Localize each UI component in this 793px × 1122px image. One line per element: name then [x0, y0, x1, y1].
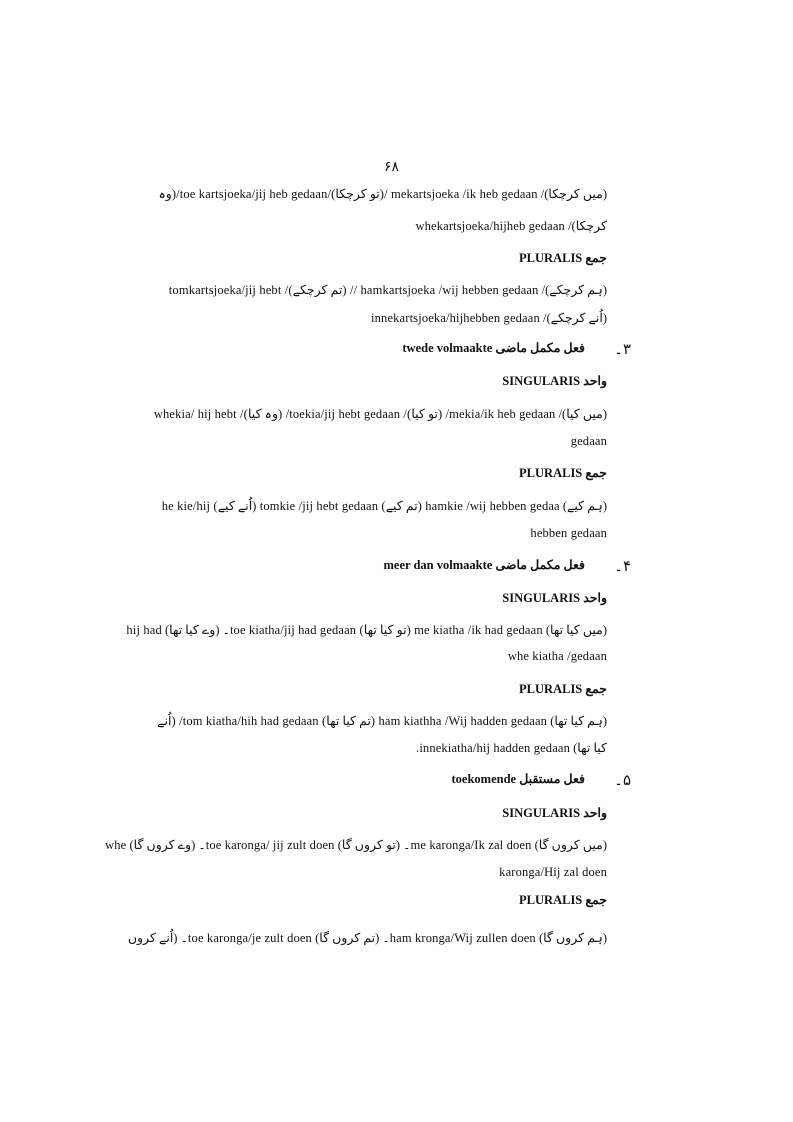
singular-heading: واحد SINGULARIS: [502, 806, 607, 820]
text-line: (ہم کرچکے)/ hamkartsjoeka /wij hebben gedaan // (تم کرچکے)/ tomkartsjoeka/jij hebt: [168, 283, 607, 297]
plural-heading: جمع PLURALIS: [519, 682, 607, 696]
plural-heading: جمع PLURALIS: [519, 893, 607, 907]
text-line: (میں کیا)/ mekia/ik heb gedaan/ (تو کیا)/ toekia/jij hebt gedaan/ (وہ کیا)/ whekia/ hij hebt: [153, 407, 607, 421]
section-heading: فعل مکمل ماضی meer dan volmaakte: [383, 558, 585, 572]
text-line: gedaan: [570, 434, 607, 448]
text-line: (میں کروں گا) me karonga/Ik zal doen۔ (تو کروں گا) toe karonga/ jij zult doen۔ (وے کروں گا) whe: [105, 838, 607, 852]
section-number: ۳۔: [614, 342, 631, 358]
section-number: ۴۔: [614, 559, 631, 575]
section-heading: فعل مکمل ماضی twede volmaakte: [402, 341, 585, 355]
text-line: کیا تھا) innekiatha/hij hadden gedaan.: [416, 741, 607, 755]
text-line: (ہم کروں گا) ham kronga/Wij zullen doen۔ (تم کروں گا) toe karonga/je zult doen۔ (اُنے کروں: [127, 931, 607, 945]
text-line: hebben gedaan: [530, 526, 607, 540]
section-heading: فعل مستقبل toekomende: [451, 772, 585, 786]
singular-heading: واحد SINGULARIS: [502, 591, 607, 605]
text-line: (میں کیا تھا) me kiatha /ik had gedaan (تو کیا تھا) toe kiatha/jij had gedaan۔ (وے کیا تھا) hij had: [126, 623, 607, 637]
plural-heading: جمع PLURALIS: [519, 466, 607, 480]
section-number: ۵۔: [614, 773, 631, 789]
text-line: (میں کرچکا)/ mekartsjoeka /ik heb gedaan /(تو کرچکا)/toe kartsjoeka/jij heb gedaan/(وہ: [158, 187, 607, 201]
text-line: karonga/Hij zal doen: [499, 865, 607, 879]
text-line: (اُنے کرچکے)/ innekartsjoeka/hijhebben gedaan: [371, 311, 607, 325]
page-number: ۶۸: [384, 160, 400, 175]
singular-heading: واحد SINGULARIS: [502, 374, 607, 388]
text-line: (ہم کیا تھا) ham kiathha /Wij hadden gedaan (تم کیا تھا) tom kiatha/hih had gedaan/ (اُنے: [157, 714, 607, 728]
text-line: کرچکا)/ whekartsjoeka/hijheb gedaan: [415, 219, 607, 233]
text-line: (ہم کیے) hamkie /wij hebben gedaa (تم کیے) tomkie /jij hebt gedaan (اُنے کیے) he kie/hij: [161, 499, 607, 513]
text-line: whe kiatha /gedaan: [507, 649, 607, 663]
plural-heading: جمع PLURALIS: [519, 251, 607, 265]
